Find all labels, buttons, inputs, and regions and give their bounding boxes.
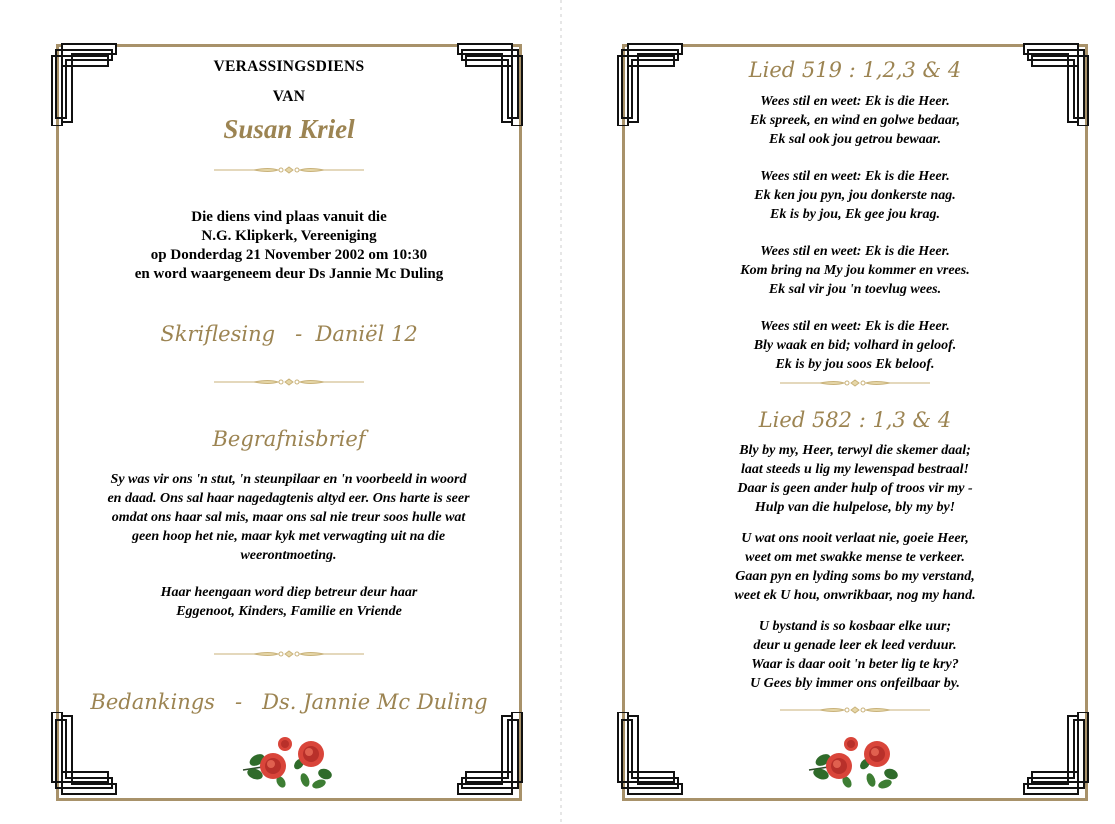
letter-text [70,470,507,565]
hymn-stanza [622,529,1088,605]
lyric-line: laat steeds u lig my lewenspad bestraal! [741,462,969,477]
lyric-line: weet ek U hou, onwrikbaar, nog my hand. [734,588,976,603]
service-info [56,208,522,284]
letter-line: Sy was vir ons 'n stut, 'n steunpilaar en 'n voorbeeld in woord [110,472,467,487]
scripture-reading: Skriflesing - Daniël 12 [160,322,418,346]
divider-ornament-icon [622,706,1088,714]
divider-ornament-icon [56,166,522,174]
service-info-line: en word waargeneem deur Ds Jannie Mc Duling [134,266,444,282]
page-border [56,44,522,801]
lyric-line: Ek is by jou, Ek gee jou krag. [770,207,940,222]
letter-line: en daad. Ons sal haar nagedagtenis altyd eer. Ons harte is seer [107,491,470,506]
lyric-line: Ek is by jou soos Ek beloof. [775,357,935,372]
lyric-line: U Gees bly immer ons onfeilbaar by. [750,676,960,691]
lyric-line: Wees stil en weet: Ek is die Heer. [760,94,950,109]
service-info-line: op Donderdag 21 November 2002 om 10:30 [150,247,428,263]
hymn-519-lyrics [622,92,1088,392]
lyric-line: Hulp van die hulpelose, bly my by! [754,500,956,515]
mourners-line: Haar heengaan word diep betreur deur haar [160,585,418,600]
lyric-line: weet om met swakke mense te verkeer. [745,550,965,565]
service-info-line: Die diens vind plaas vanuit die [191,209,387,225]
roses-icon [56,730,522,790]
lyric-line: Ek spreek, en wind en golwe bedaar, [749,113,960,128]
lyric-line: Ek ken jou pyn, jou donkerste nag. [754,188,956,203]
mourners-text [56,583,522,621]
lyric-line: Kom bring na My jou kommer en vrees. [740,263,970,278]
hymn-stanza [622,242,1088,299]
letter-line: omdat ons haar sal mis, maar ons sal nie treur soos hulle wat [111,510,466,525]
hymn-582-lyrics [622,441,1088,711]
hymn-stanza [622,317,1088,374]
right-page [570,0,1115,824]
roses-icon [622,730,1088,790]
hymn-stanza [622,441,1088,517]
letter-line: geen hoop het nie, maar kyk met verwagting uit na die [131,529,446,544]
hymn-stanza [622,617,1088,693]
lyric-line: Wees stil en weet: Ek is die Heer. [760,169,950,184]
lyric-line: deur u genade leer ek leed verduur. [753,638,957,653]
lyric-line: Bly waak en bid; volhard in geloof. [753,338,957,353]
lyric-line: Wees stil en weet: Ek is die Heer. [760,319,950,334]
mourners-line: Eggenoot, Kinders, Familie en Vriende [176,604,402,619]
lyric-line: Waar is daar ooit 'n beter lig te kry? [751,657,959,672]
letter-heading: Begrafnisbrief [212,427,366,451]
divider-ornament-icon [56,650,522,658]
service-info-line: N.G. Klipkerk, Vereeniging [201,228,377,244]
left-page [0,0,555,824]
corner-ornament-icon [454,36,524,126]
thanks-line: Bedankings - Ds. Jannie Mc Duling [90,690,488,714]
hymn-stanza [622,167,1088,224]
lyric-line: Bly by my, Heer, terwyl die skemer daal; [739,443,971,458]
deceased-name: Susan Kriel [223,114,355,144]
lyric-line: Gaan pyn en lyding soms bo my verstand, [735,569,975,584]
hymn-title: Lied 582 : 1,3 & 4 [758,408,952,432]
lyric-line: Ek sal vir jou 'n toevlug wees. [768,282,942,297]
service-title-van: VAN [272,88,306,105]
service-title: VERASSINGSDIENS [213,58,365,75]
corner-ornament-icon [50,36,120,126]
lyric-line: Wees stil en weet: Ek is die Heer. [760,244,950,259]
lyric-line: Daar is geen ander hulp of troos vir my - [737,481,973,496]
divider-ornament-icon [56,378,522,386]
lyric-line: U bystand is so kosbaar elke uur; [758,619,952,634]
hymn-title: Lied 519 : 1,2,3 & 4 [748,58,962,82]
divider-ornament-icon [622,379,1088,387]
hymn-stanza [622,92,1088,149]
lyric-line: Ek sal ook jou getrou bewaar. [769,132,941,147]
lyric-line: U wat ons nooit verlaat nie, goeie Heer, [741,531,969,546]
page-fold [560,0,562,824]
letter-line: weerontmoeting. [240,548,337,563]
